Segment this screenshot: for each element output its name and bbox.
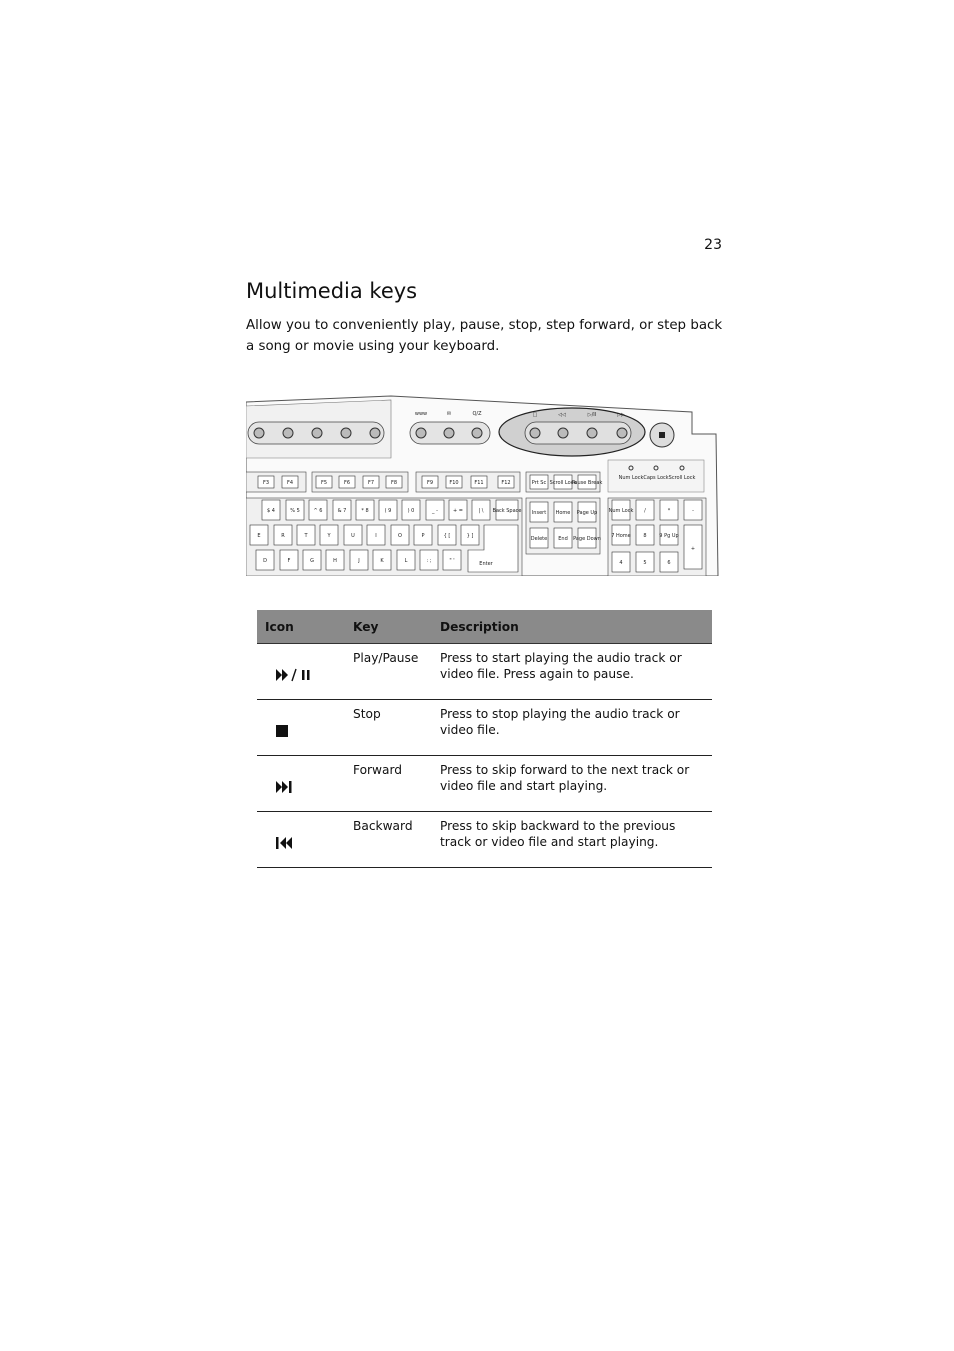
svg-text:E: E (257, 533, 261, 539)
svg-text:Home: Home (555, 510, 571, 516)
multimedia-keys-table (257, 610, 712, 868)
internet-button-strip (410, 411, 490, 444)
svg-text:& 7: & 7 (337, 508, 347, 514)
svg-text:{ [: { [ (443, 533, 451, 539)
table-row (257, 812, 712, 868)
svg-text:*: * (667, 508, 671, 514)
svg-text:+: + (690, 546, 696, 552)
page-title: Multimedia keys (246, 279, 418, 303)
forward-icon (275, 780, 293, 798)
svg-text:D: D (263, 558, 267, 564)
key-name: Play/Pause (345, 644, 432, 700)
header-icon: Icon (257, 610, 345, 644)
key-description: Press to start playing the audio track or video file. Press again to pause. (432, 644, 712, 700)
svg-text:| \: | \ (478, 508, 484, 514)
svg-text:9 Pg Up: 9 Pg Up (659, 533, 679, 539)
left-button-strip (248, 422, 384, 444)
svg-text:} ]: } ] (466, 533, 474, 539)
numeric-keypad (608, 498, 706, 576)
svg-text:Caps Lock: Caps Lock (643, 475, 669, 481)
svg-text:) 0: ) 0 (407, 508, 415, 514)
svg-text:Scroll Lock: Scroll Lock (549, 480, 577, 486)
svg-text:F8: F8 (390, 480, 398, 486)
svg-text:% 5: % 5 (290, 508, 300, 514)
svg-text:Prt Sc: Prt Sc (531, 480, 547, 486)
backward-icon (275, 836, 293, 854)
svg-text:◁◁: ◁◁ (558, 412, 566, 418)
svg-text:R: R (281, 533, 285, 539)
svg-text:U: U (351, 533, 355, 539)
stop-icon (275, 724, 289, 742)
svg-text:F10: F10 (449, 480, 459, 486)
key-name: Forward (345, 756, 432, 812)
key-name: Backward (345, 812, 432, 868)
svg-text:Pause Break: Pause Break (571, 480, 603, 486)
svg-text:5: 5 (643, 560, 647, 566)
svg-text:✉: ✉ (446, 411, 452, 417)
svg-text:_ -: _ - (432, 508, 438, 514)
svg-text:-: - (692, 508, 694, 514)
svg-text:□: □ (532, 412, 538, 418)
svg-text:▷▷: ▷▷ (617, 412, 625, 418)
svg-text:* 8: * 8 (361, 508, 369, 514)
svg-text:$ 4: $ 4 (267, 508, 275, 514)
svg-text:" ': " ' (449, 558, 455, 564)
key-name: Stop (345, 700, 432, 756)
play-pause-icon (275, 668, 313, 686)
svg-text:Back Space: Back Space (492, 508, 522, 514)
svg-text:Page Down: Page Down (573, 536, 601, 542)
svg-text:Enter: Enter (479, 561, 493, 567)
page-number: 23 (704, 237, 722, 253)
svg-text:Y: Y (327, 533, 331, 539)
table-row (257, 756, 712, 812)
svg-text:www: www (414, 411, 428, 417)
svg-text:K: K (380, 558, 384, 564)
navigation-key-block (526, 498, 601, 554)
table-header-row (257, 610, 712, 644)
svg-text:7 Home: 7 Home (611, 533, 631, 539)
svg-text:4: 4 (619, 560, 623, 566)
svg-text:Insert: Insert (531, 510, 547, 516)
table-row (257, 644, 712, 700)
key-description: Press to skip backward to the previous track or video file and start playing. (432, 812, 712, 868)
svg-text:F3: F3 (262, 480, 270, 486)
home-key-row (256, 550, 461, 570)
svg-text:F4: F4 (286, 480, 294, 486)
svg-text:+ =: + = (453, 508, 463, 514)
svg-text:End: End (558, 536, 568, 542)
svg-text:O: O (398, 533, 402, 539)
svg-text:I: I (375, 533, 377, 539)
svg-text:F11: F11 (474, 480, 484, 486)
svg-text:G: G (310, 558, 314, 564)
system-key-group (526, 472, 602, 492)
svg-text:P: P (421, 533, 425, 539)
header-key: Key (345, 610, 432, 644)
lock-indicator-panel (608, 460, 704, 492)
key-description: Press to stop playing the audio track or video file. (432, 700, 712, 756)
svg-text:Num Lock: Num Lock (618, 475, 644, 481)
svg-text:Scroll Lock: Scroll Lock (668, 475, 696, 481)
svg-text:6: 6 (667, 560, 671, 566)
svg-text:8: 8 (643, 533, 647, 539)
svg-text:J: J (358, 558, 360, 564)
function-key-row (246, 472, 520, 492)
header-description: Description (432, 610, 712, 644)
svg-text:F12: F12 (501, 480, 511, 486)
keyboard-illustration (246, 392, 722, 576)
svg-text:Num Lock: Num Lock (608, 508, 634, 514)
svg-text:F7: F7 (367, 480, 375, 486)
svg-text:Page Up: Page Up (576, 510, 598, 516)
svg-text:F5: F5 (320, 480, 328, 486)
svg-text:F9: F9 (426, 480, 434, 486)
svg-text:Q/Z: Q/Z (472, 411, 482, 417)
key-description: Press to skip forward to the next track or video file and start playing. (432, 756, 712, 812)
svg-text:F: F (287, 558, 291, 564)
svg-text:^ 6: ^ 6 (313, 508, 323, 514)
svg-text:H: H (333, 558, 337, 564)
svg-text:L: L (404, 558, 408, 564)
svg-text:▷/II: ▷/II (587, 412, 597, 418)
table-row (257, 700, 712, 756)
svg-text:T: T (304, 533, 308, 539)
svg-text:Delete: Delete (530, 536, 548, 542)
svg-text:: ;: : ; (426, 558, 432, 564)
svg-text:F6: F6 (343, 480, 351, 486)
svg-text:/: / (644, 508, 646, 514)
svg-text:( 9: ( 9 (384, 508, 392, 514)
intro-paragraph: Allow you to conveniently play, pause, stop, step forward, or step back a song or movie using your keyboard. (246, 318, 723, 354)
